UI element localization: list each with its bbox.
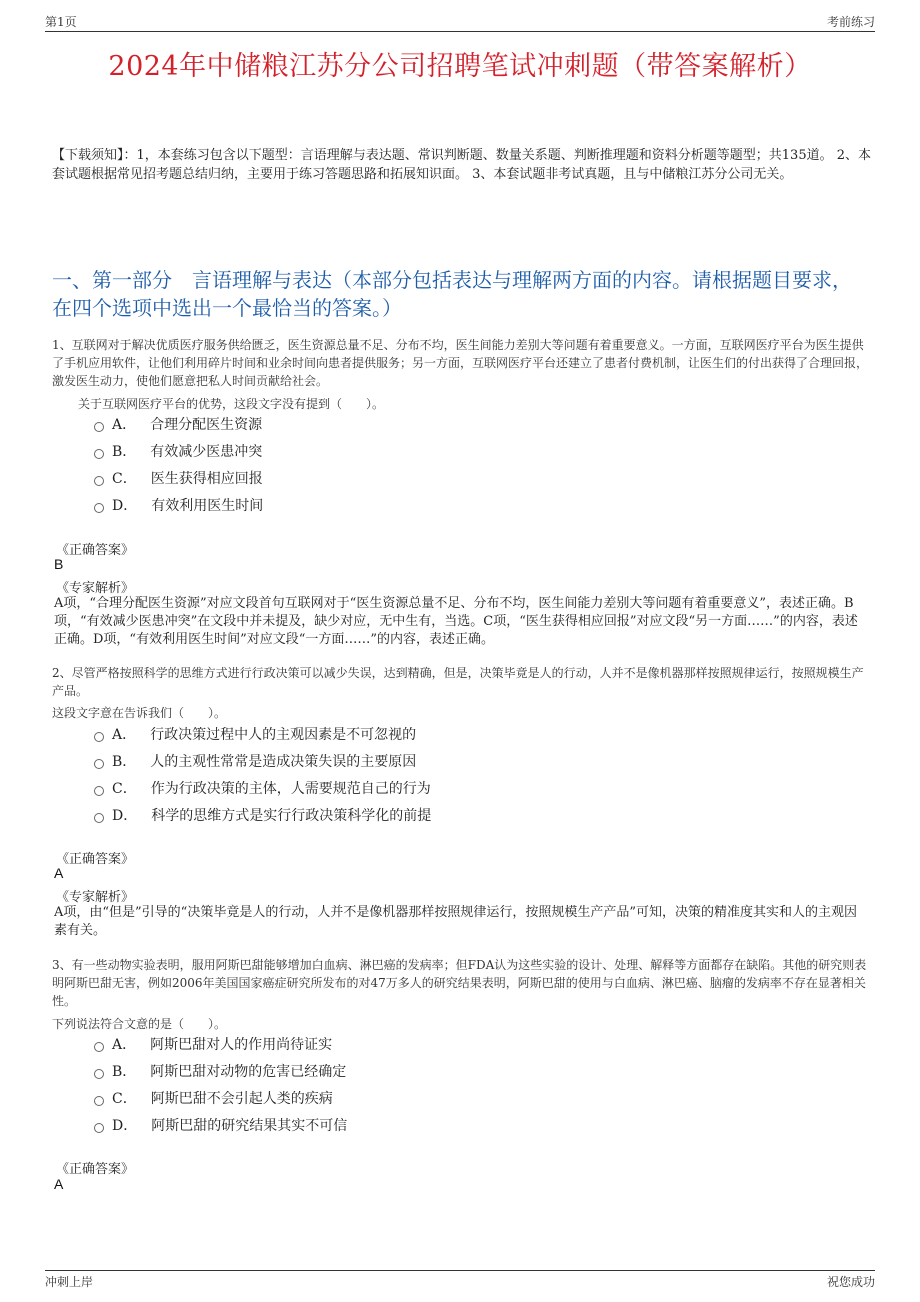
radio-icon[interactable] bbox=[94, 1123, 104, 1133]
download-notice: 【下载须知】：1，本套练习包含以下题型：言语理解与表达题、常识判断题、数量关系题、判断推理题和资料分析题等题型；共135道。 2、本套试题根据常见招考题总结归纳，主要用于练习答题思路和拓展知识面。 3、本套试题非考试真题，且与中储粮江苏分公司无关。 bbox=[52, 148, 871, 182]
radio-icon[interactable] bbox=[94, 1042, 104, 1052]
question-3-option-c[interactable] bbox=[94, 1088, 333, 1108]
option-text: 阿斯巴甜对人的作用尚待证实 bbox=[150, 1037, 333, 1053]
radio-icon[interactable] bbox=[94, 759, 104, 769]
answer-label: 《正确答案》 bbox=[56, 852, 135, 867]
question-2-text: 2、尽管严格按照科学的思维方式进行行政决策可以减少失误，达到精确，但是，决策毕竟是人的行动，人并不是像机器那样按照规律运行，按照规模生产产品。 bbox=[52, 666, 864, 698]
option-text: 医生获得相应回报 bbox=[150, 471, 263, 487]
question-1-analysis: A项，“合理分配医生资源”对应文段首句互联网对于“医生资源总量不足、分布不均，医生间能力差别大等问题有着重要意义”，表述正确。B项，“有效减少医患冲突”在文段中并未提及，缺少对应，无中生有，当选。C项，“医生获得相应回报”对应文段“另一方面……”的内容，表述正确。D项，“有效利用医生时间”对应文段“一方面……”的内容，表述正确。 bbox=[54, 596, 858, 647]
header-divider bbox=[45, 31, 875, 32]
option-text: 阿斯巴甜不会引起人类的疾病 bbox=[150, 1091, 333, 1107]
section-heading: 一、第一部分 言语理解与表达（本部分包括表达与理解两方面的内容。请根据题目要求，在四个选项中选出一个最恰当的答案。） bbox=[52, 268, 852, 320]
option-text: 行政决策过程中人的主观因素是不可忽视的 bbox=[150, 727, 417, 743]
footer-left-label: 冲刺上岸 bbox=[45, 1275, 94, 1289]
question-3-text: 3、有一些动物实验表明，服用阿斯巴甜能够增加白血病、淋巴癌的发病率；但FDA认为这些实验的设计、处理、解释等方面都存在缺陷。其他的研究则表明阿斯巴甜无害，例如2006年美国国家癌症研究所发布的对47万多人的研究结果表明，阿斯巴甜的使用与白血病、淋巴癌、脑瘤的发病率不存在显著相关性。 bbox=[52, 958, 867, 1008]
analysis-label: 《专家解析》 bbox=[56, 890, 135, 905]
question-1-option-d[interactable] bbox=[94, 495, 263, 515]
question-1-answer: B bbox=[54, 556, 64, 572]
radio-icon[interactable] bbox=[94, 1069, 104, 1079]
footer-divider bbox=[45, 1270, 875, 1271]
question-1-option-b[interactable] bbox=[94, 441, 262, 461]
question-1-text: 1、互联网对于解决优质医疗服务供给匮乏，医生资源总量不足、分布不均，医生间能力差别大等问题有着重要意义。一方面，互联网医疗平台为医生提供了手机应用软件，让他们利用碎片时间和业余时间向患者提供服务；另一方面，互联网医疗平台还建立了患者付费机制，让医生们的付出获得了合理回报，激发医生动力，使他们愿意把私人时间贡献给社会。 bbox=[52, 338, 869, 388]
page-number: 第1页 bbox=[45, 15, 77, 29]
answer-label: 《正确答案》 bbox=[56, 1162, 135, 1177]
radio-icon[interactable] bbox=[94, 732, 104, 742]
radio-icon[interactable] bbox=[94, 476, 104, 486]
question-2-option-d[interactable] bbox=[94, 805, 431, 825]
option-key: B． bbox=[112, 1064, 137, 1080]
radio-icon[interactable] bbox=[94, 422, 104, 432]
question-1-prompt: 关于互联网医疗平台的优势，这段文字没有提到（ ）。 bbox=[78, 397, 385, 411]
option-text: 有效减少医患冲突 bbox=[150, 444, 263, 460]
option-key: D． bbox=[112, 1118, 138, 1134]
option-key: C． bbox=[112, 781, 137, 797]
question-1-option-a[interactable] bbox=[94, 414, 262, 434]
question-2-answer: A bbox=[54, 865, 64, 881]
radio-icon[interactable] bbox=[94, 1096, 104, 1106]
answer-label: 《正确答案》 bbox=[56, 543, 135, 558]
question-2-option-b[interactable] bbox=[94, 751, 416, 771]
option-key: A． bbox=[112, 727, 137, 743]
option-key: C． bbox=[112, 471, 137, 487]
option-key: B． bbox=[112, 754, 137, 770]
question-2-analysis: A项，由“但是”引导的“决策毕竟是人的行动，人并不是像机器那样按照规律运行，按照规模生产产品”可知，决策的精准度其实和人的主观因素有关。 bbox=[54, 905, 857, 938]
header-label: 考前练习 bbox=[826, 15, 875, 29]
question-1-option-c[interactable] bbox=[94, 468, 263, 488]
radio-icon[interactable] bbox=[94, 449, 104, 459]
radio-icon[interactable] bbox=[94, 813, 104, 823]
question-3-option-a[interactable] bbox=[94, 1034, 332, 1054]
question-3-option-d[interactable] bbox=[94, 1115, 347, 1135]
option-text: 阿斯巴甜对动物的危害已经确定 bbox=[150, 1064, 347, 1080]
question-3-option-b[interactable] bbox=[94, 1061, 346, 1081]
option-text: 人的主观性常常是造成决策失误的主要原因 bbox=[150, 754, 417, 770]
option-key: A． bbox=[112, 1037, 137, 1053]
option-text: 科学的思维方式是实行行政决策科学化的前提 bbox=[151, 808, 432, 824]
question-3-answer: A bbox=[54, 1176, 64, 1192]
radio-icon[interactable] bbox=[94, 503, 104, 513]
question-2-option-c[interactable] bbox=[94, 778, 431, 798]
footer-right-label: 祝您成功 bbox=[826, 1275, 875, 1289]
question-2-prompt: 这段文字意在告诉我们（ ）。 bbox=[52, 706, 227, 720]
option-text: 阿斯巴甜的研究结果其实不可信 bbox=[151, 1118, 348, 1134]
analysis-label: 《专家解析》 bbox=[56, 581, 135, 596]
radio-icon[interactable] bbox=[94, 786, 104, 796]
question-2-option-a[interactable] bbox=[94, 724, 416, 744]
option-text: 合理分配医生资源 bbox=[150, 417, 263, 433]
option-text: 有效利用医生时间 bbox=[151, 498, 264, 514]
question-3-prompt: 下列说法符合文意的是（ ）。 bbox=[52, 1017, 227, 1031]
option-key: B． bbox=[112, 444, 137, 460]
document-title: 2024年中储粮江苏分公司招聘笔试冲刺题（带答案解析） bbox=[108, 51, 812, 82]
option-key: D． bbox=[112, 808, 138, 824]
option-key: D． bbox=[112, 498, 138, 514]
option-key: A． bbox=[112, 417, 137, 433]
option-key: C． bbox=[112, 1091, 137, 1107]
option-text: 作为行政决策的主体，人需要规范自己的行为 bbox=[150, 781, 431, 797]
